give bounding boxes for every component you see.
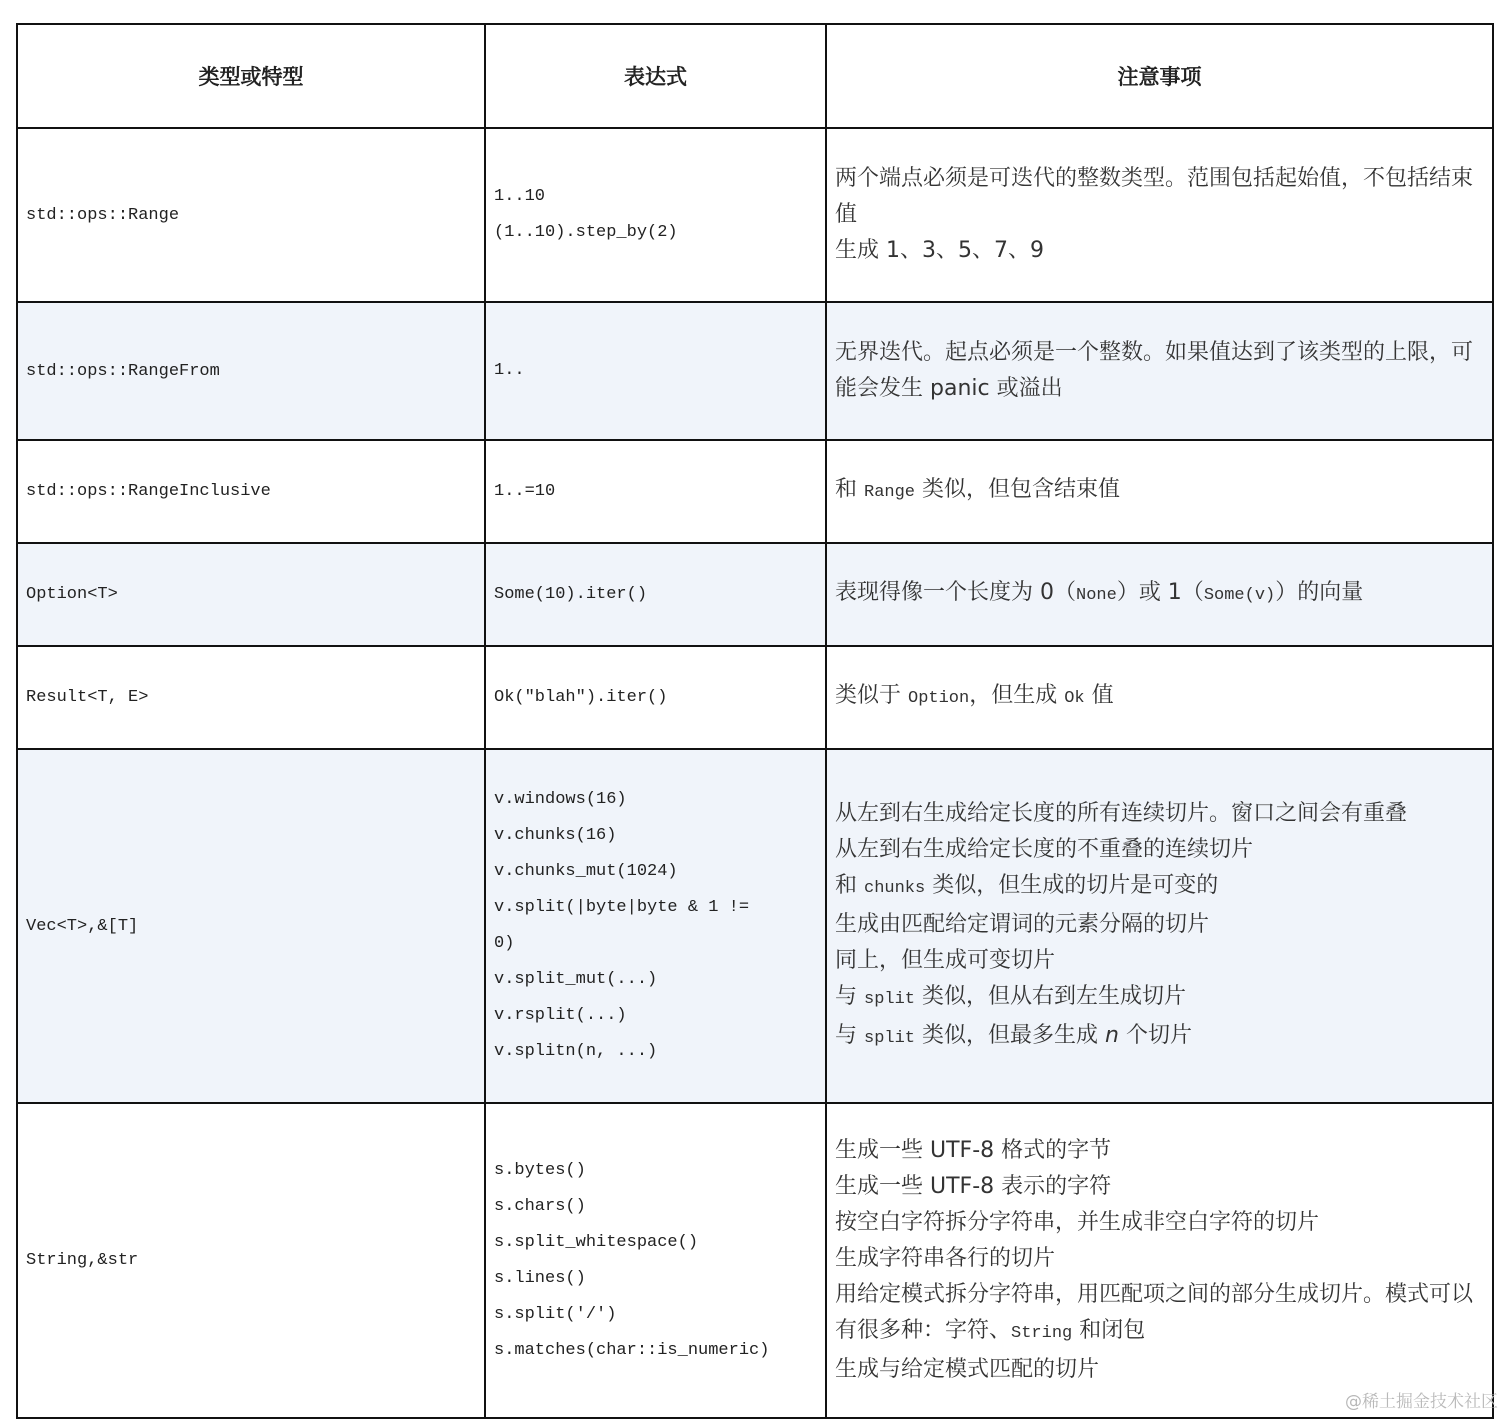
note-line: 从左到右生成给定长度的不重叠的连续切片 xyxy=(835,836,1254,862)
note-line: 生成一些 UTF-8 格式的字节 xyxy=(835,1138,1112,1163)
expression-cell xyxy=(485,128,826,302)
expression-line: v.windows(16) xyxy=(494,790,627,809)
inline-code: None xyxy=(1076,586,1117,605)
expression-line: v.chunks(16) xyxy=(494,826,617,845)
expression-cell xyxy=(485,302,826,440)
note-text: 和闭包 xyxy=(1072,1318,1146,1343)
note-line xyxy=(835,979,1484,1018)
inline-code: Range xyxy=(864,483,916,502)
type-cell: Result<T, E> xyxy=(17,646,485,749)
note-text: 类似，但包含结束值 xyxy=(915,477,1121,502)
table-row xyxy=(17,1103,1493,1418)
note-text: ）或 1（ xyxy=(1116,580,1204,605)
expression-cell xyxy=(485,1103,826,1418)
table-row xyxy=(17,543,1493,646)
expression-line: 0) xyxy=(494,934,515,953)
note-line: 生成 1、3、5、7、9 xyxy=(835,238,1044,263)
italic-var: n xyxy=(1105,1022,1119,1048)
expression-line: s.split('/') xyxy=(494,1304,617,1324)
expression-line: (1..10).step_by(2) xyxy=(494,223,678,242)
expression-line: Ok("blah").iter() xyxy=(494,687,668,707)
inline-code: Ok xyxy=(1064,689,1085,708)
header-expression: 表达式 xyxy=(485,24,826,128)
note-text: 和 xyxy=(835,872,864,898)
expression-line: s.chars() xyxy=(494,1196,586,1216)
inline-code: Some(v) xyxy=(1203,586,1276,605)
table-row xyxy=(17,440,1493,543)
notes-cell xyxy=(826,440,1493,543)
type-cell: std::ops::RangeFrom xyxy=(17,302,485,440)
notes-cell xyxy=(826,302,1493,440)
note-line: 同上，但生成可变切片 xyxy=(835,947,1056,973)
note-line: 生成由匹配给定谓词的元素分隔的切片 xyxy=(835,911,1210,937)
note-line xyxy=(835,868,1484,907)
note-text: ，但生成 xyxy=(969,683,1065,708)
notes-cell xyxy=(826,646,1493,749)
expression-cell xyxy=(485,749,826,1103)
expression-line: s.matches(char::is_numeric) xyxy=(494,1340,770,1360)
expression-line: Some(10).iter() xyxy=(494,584,648,604)
note-line xyxy=(835,1277,1484,1352)
note-text: 和 xyxy=(835,477,864,502)
inline-code: chunks xyxy=(864,878,926,898)
expression-line: 1.. xyxy=(494,361,525,380)
header-type: 类型或特型 xyxy=(17,24,485,128)
note-line: 从左到右生成给定长度的所有连续切片。窗口之间会有重叠 xyxy=(835,800,1408,826)
notes-cell xyxy=(826,749,1493,1103)
table-row xyxy=(17,302,1493,440)
type-cell: Vec<T>,&[T] xyxy=(17,749,485,1103)
note-line xyxy=(835,472,1484,511)
note-line: 生成字符串各行的切片 xyxy=(835,1246,1056,1271)
header-row xyxy=(17,24,1493,128)
expression-line: v.splitn(n, ...) xyxy=(494,1042,658,1061)
note-text: ）的向量 xyxy=(1275,580,1364,605)
watermark: @稀土掘金技术社区 xyxy=(1345,1392,1498,1412)
notes-cell xyxy=(826,543,1493,646)
type-cell: Option<T> xyxy=(17,543,485,646)
expression-line: v.chunks_mut(1024) xyxy=(494,862,678,881)
note-text: 类似，但从右到左生成切片 xyxy=(915,983,1187,1009)
note-text: 类似于 xyxy=(835,683,908,708)
expression-line: v.split(|byte|byte & 1 != xyxy=(494,898,750,917)
notes-cell xyxy=(826,128,1493,302)
type-cell: String,&str xyxy=(17,1103,485,1418)
note-text: 与 xyxy=(835,1022,864,1048)
note-line: 生成与给定模式匹配的切片 xyxy=(835,1357,1100,1382)
notes-cell xyxy=(826,1103,1493,1418)
note-text: 类似，但最多生成 xyxy=(915,1022,1106,1048)
inline-code: Option xyxy=(908,689,970,708)
expression-line: s.lines() xyxy=(494,1268,586,1288)
note-text: 与 xyxy=(835,983,864,1009)
note-line: 生成一些 UTF-8 表示的字符 xyxy=(835,1174,1112,1199)
inline-code: split xyxy=(864,1028,916,1048)
expression-line: s.split_whitespace() xyxy=(494,1232,699,1252)
note-text: 类似，但生成的切片是可变的 xyxy=(925,872,1219,898)
type-cell: std::ops::RangeInclusive xyxy=(17,440,485,543)
note-line: 两个端点必须是可迭代的整数类型。范围包括起始值，不包括结束值 xyxy=(835,166,1474,227)
expression-cell xyxy=(485,646,826,749)
note-line: 无界迭代。起点必须是一个整数。如果值达到了该类型的上限，可能会发生 panic 或溢出 xyxy=(835,340,1474,401)
note-line: 按空白字符拆分字符串，并生成非空白字符的切片 xyxy=(835,1210,1320,1235)
expression-line: 1..10 xyxy=(494,187,546,206)
table-body xyxy=(17,128,1493,1418)
expression-line: s.bytes() xyxy=(494,1160,586,1180)
expression-line: v.rsplit(...) xyxy=(494,1006,627,1025)
iterator-sources-table xyxy=(16,23,1494,1419)
note-text: 用给定模式拆分字符串，用匹配项之间的部分生成切片。模式可以有很多种：字符、 xyxy=(835,1282,1474,1343)
inline-code: split xyxy=(864,989,916,1009)
note-line xyxy=(835,575,1484,614)
type-cell: std::ops::Range xyxy=(17,128,485,302)
header-notes: 注意事项 xyxy=(826,24,1493,128)
note-text: 值 xyxy=(1084,683,1114,708)
expression-cell xyxy=(485,440,826,543)
table-row xyxy=(17,646,1493,749)
note-text: 表现得像一个长度为 0（ xyxy=(835,580,1076,605)
note-text: 个切片 xyxy=(1118,1022,1192,1048)
note-line xyxy=(835,1018,1484,1057)
expression-line: v.split_mut(...) xyxy=(494,970,658,989)
expression-line: 1..=10 xyxy=(494,481,556,501)
table-row xyxy=(17,749,1493,1103)
expression-cell xyxy=(485,543,826,646)
inline-code: String xyxy=(1011,1324,1073,1343)
table-row xyxy=(17,128,1493,302)
note-line xyxy=(835,678,1484,717)
